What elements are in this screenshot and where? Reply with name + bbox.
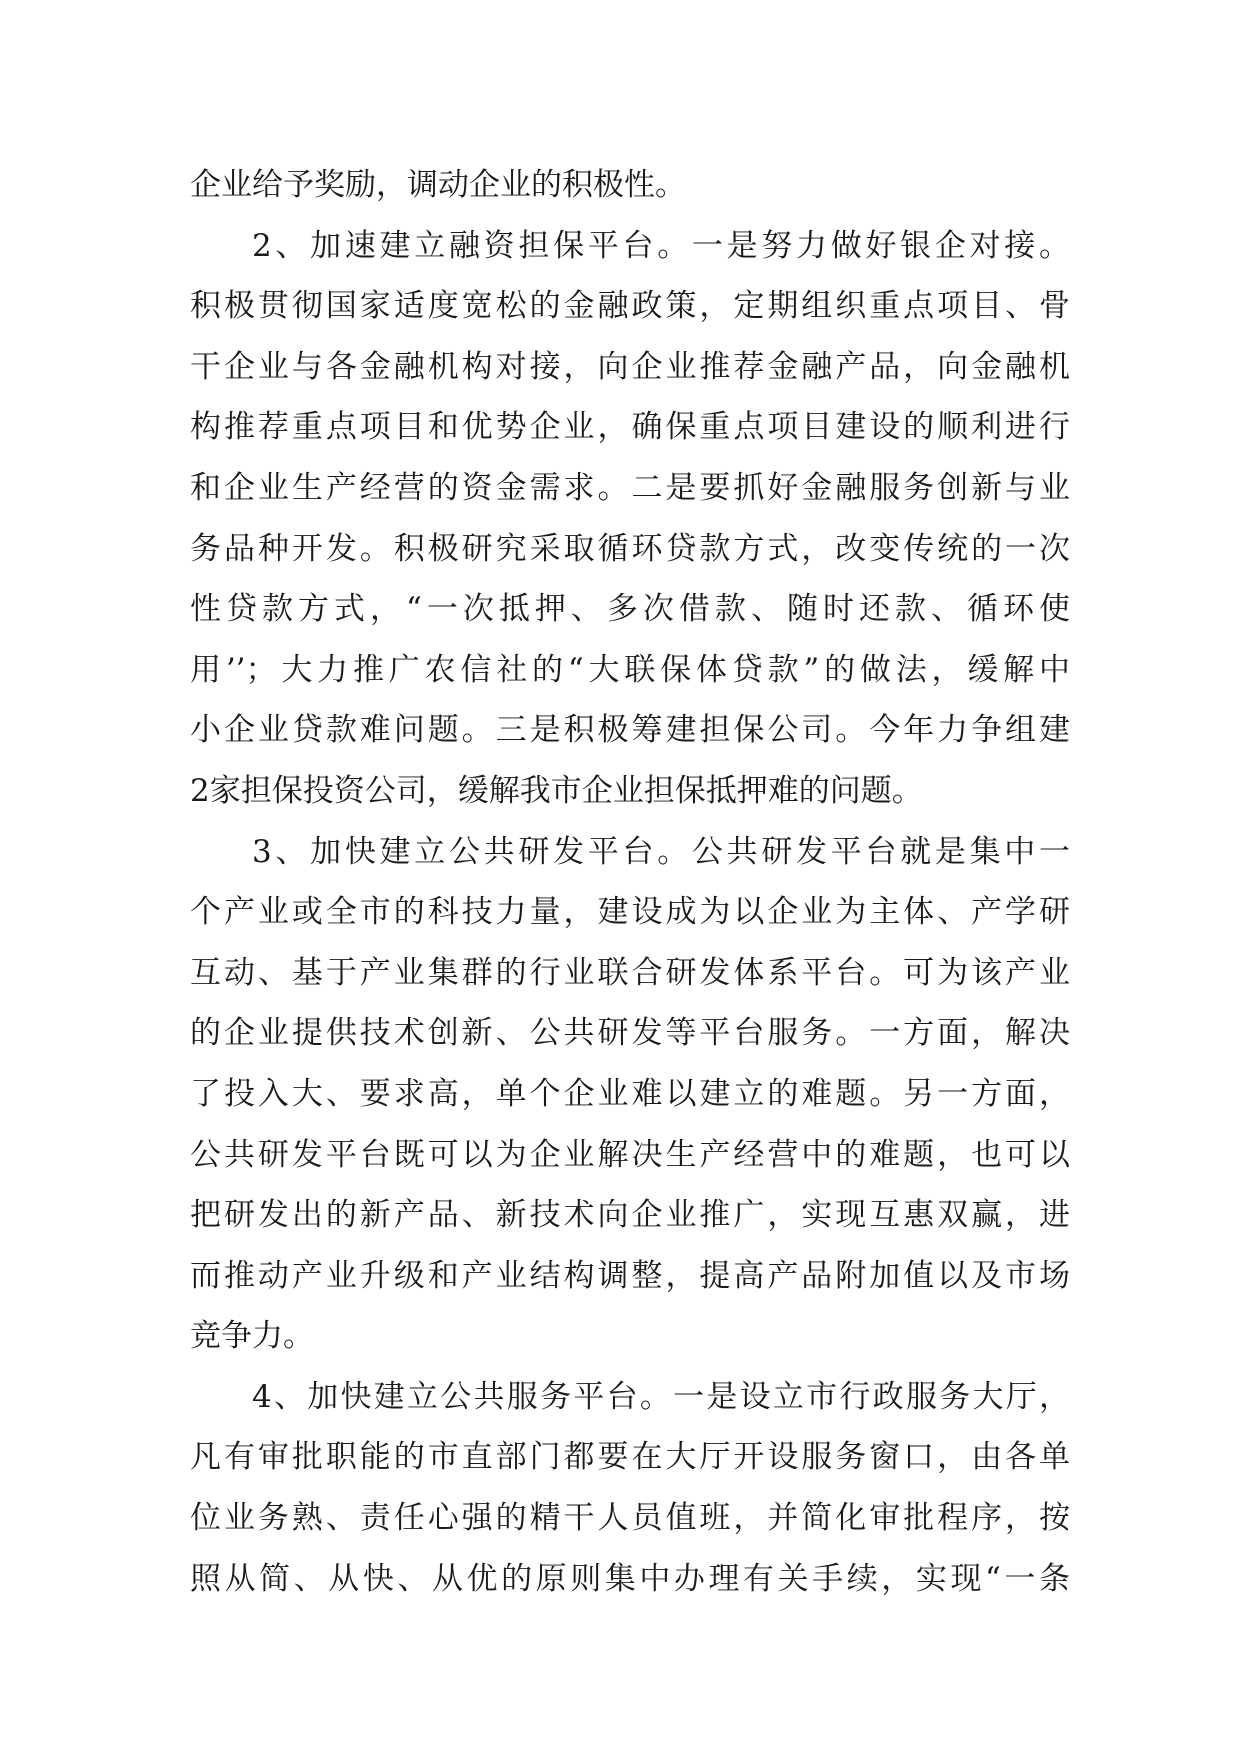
text-line: 个产业或全市的科技力量，建设成为以企业为主体、产学研 <box>190 894 1070 931</box>
text-line: 和企业生产经营的资金需求。二是要抓好金融服务创新与业 <box>190 469 1070 506</box>
text-line: 企业给予奖励，调动企业的积极性。 <box>190 167 686 203</box>
text-line: 的企业提供技术创新、公共研发等平台服务。一方面，解决 <box>190 1015 1070 1052</box>
text-line: 小企业贷款难问题。三是积极筹建担保公司。今年力争组建 <box>190 712 1070 749</box>
paragraph-3-heading-line: 3、加快建立公共研发平台。公共研发平台就是集中一 <box>252 833 1070 870</box>
text-line: 用’’；大力推广农信社的“大联保体贷款”的做法，缓解中 <box>190 651 1070 688</box>
text-line: 积极贯彻国家适度宽松的金融政策，定期组织重点项目、骨 <box>190 288 1070 325</box>
text-line: 构推荐重点项目和优势企业，确保重点项目建设的顺利进行 <box>190 409 1070 446</box>
text-line: 凡有审批职能的市直部门都要在大厅开设服务窗口，由各单 <box>190 1439 1070 1476</box>
text-line: 干企业与各金融机构对接，向企业推荐金融产品，向金融机 <box>190 348 1070 385</box>
text-line: 而推动产业升级和产业结构调整，提高产品附加值以及市场 <box>190 1257 1070 1294</box>
text-line: 性贷款方式，“一次抵押、多次借款、随时还款、循环使 <box>190 591 1070 628</box>
document-body <box>190 155 1070 1609</box>
text-line: 互动、基于产业集群的行业联合研发体系平台。可为该产业 <box>190 954 1070 991</box>
text-line: 2家担保投资公司，缓解我市企业担保抵押难的问题。 <box>190 772 923 809</box>
text-line: 竞争力。 <box>190 1318 314 1355</box>
text-line: 位业务熟、责任心强的精干人员值班，并简化审批程序，按 <box>190 1500 1070 1537</box>
text-line: 了投入大、要求高，单个企业难以建立的难题。另一方面， <box>190 1075 1070 1112</box>
text-line: 把研发出的新产品、新技术向企业推广，实现互惠双赢，进 <box>190 1197 1070 1234</box>
paragraph-4-heading-line: 4、加快建立公共服务平台。一是设立市行政服务大厅， <box>252 1378 1070 1415</box>
text-line: 照从简、从快、从优的原则集中办理有关手续，实现“一条 <box>190 1560 1070 1597</box>
text-line: 务品种开发。积极研究采取循环贷款方式，改变传统的一次 <box>190 530 1070 567</box>
paragraph-2-heading-line: 2、加速建立融资担保平台。一是努力做好银企对接。 <box>252 227 1070 264</box>
text-line: 公共研发平台既可以为企业解决生产经营中的难题，也可以 <box>190 1136 1070 1173</box>
